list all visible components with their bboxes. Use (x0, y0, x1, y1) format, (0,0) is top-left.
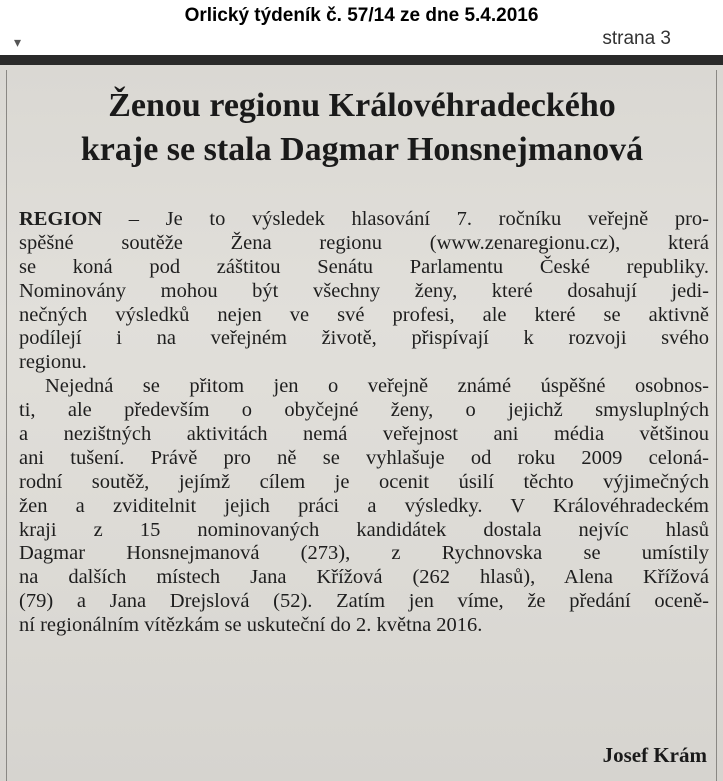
body-line: kraji z 15 nominovaných kandidátek dostala nejvíc hlasů (19, 518, 709, 541)
body-line: regionu. (19, 351, 87, 374)
body-line: spěšné soutěže Žena regionu (www.zenaregionu.cz), která (19, 231, 709, 254)
bullet-mark-icon: ▾ (14, 35, 22, 51)
page-number: strana 3 (602, 28, 671, 49)
body-line: Dagmar Honsnejmanová (273), z Rychnovska se umístily (19, 542, 709, 565)
article-author: Josef Krám (602, 743, 707, 767)
header-rule (0, 55, 723, 65)
body-line: ani tušení. Právě pro ně se vyhlašuje od roku 2009 celoná- (19, 446, 709, 469)
source-header (0, 0, 723, 54)
body-line: ti, ale především o obyčejné ženy, o jejichž smysluplných (19, 399, 709, 422)
body-line: ní regionálním vítězkám se uskuteční do 2. května 2016. (19, 614, 483, 637)
body-line: nečných výsledků nejen ve své profesi, ale které se aktivně (19, 303, 709, 326)
newspaper-header-strip (0, 28, 723, 54)
body-line: Nejedná se přitom jen o veřejně známé úspěšné osobnos- (45, 375, 709, 398)
body-line: rodní soutěž, jejímž cílem je ocenit úsilí těchto výjimečných (19, 470, 709, 493)
body-line: Nominovány mohou být všechny ženy, které dosahují jedi- (19, 279, 709, 302)
headline-line-1: Ženou regionu Královéhradeckého (108, 87, 616, 124)
body-line: žen a zviditelnit jejich práci a výsledky. V Královéhradeckém (19, 494, 709, 517)
body-line: (79) a Jana Drejslová (52). Zatím jen víme, že předání oceně- (19, 590, 709, 613)
headline-line-2: kraje se stala Dagmar Honsnejmanová (80, 131, 644, 168)
column-border-left (6, 70, 7, 781)
body-line: a nezištných aktivitách nemá veřejnost ani média většinou (19, 423, 709, 446)
article-headline (8, 84, 716, 172)
article-body (19, 208, 709, 638)
column-border-right (716, 70, 717, 781)
body-line: se koná pod záštitou Senátu Parlamentu České republiky. (19, 255, 709, 278)
body-line: REGION – Je to výsledek hlasování 7. ročníku veřejně pro- (19, 208, 709, 230)
body-line: podílejí i na veřejném životě, přispívají k rozvoji svého (19, 327, 709, 350)
body-line: na dalších místech Jana Křížová (262 hlasů), Alena Křížová (19, 566, 709, 589)
source-citation: Orlický týdeník č. 57/14 ze dne 5.4.2016 (184, 5, 539, 26)
region-label: REGION (19, 208, 103, 230)
